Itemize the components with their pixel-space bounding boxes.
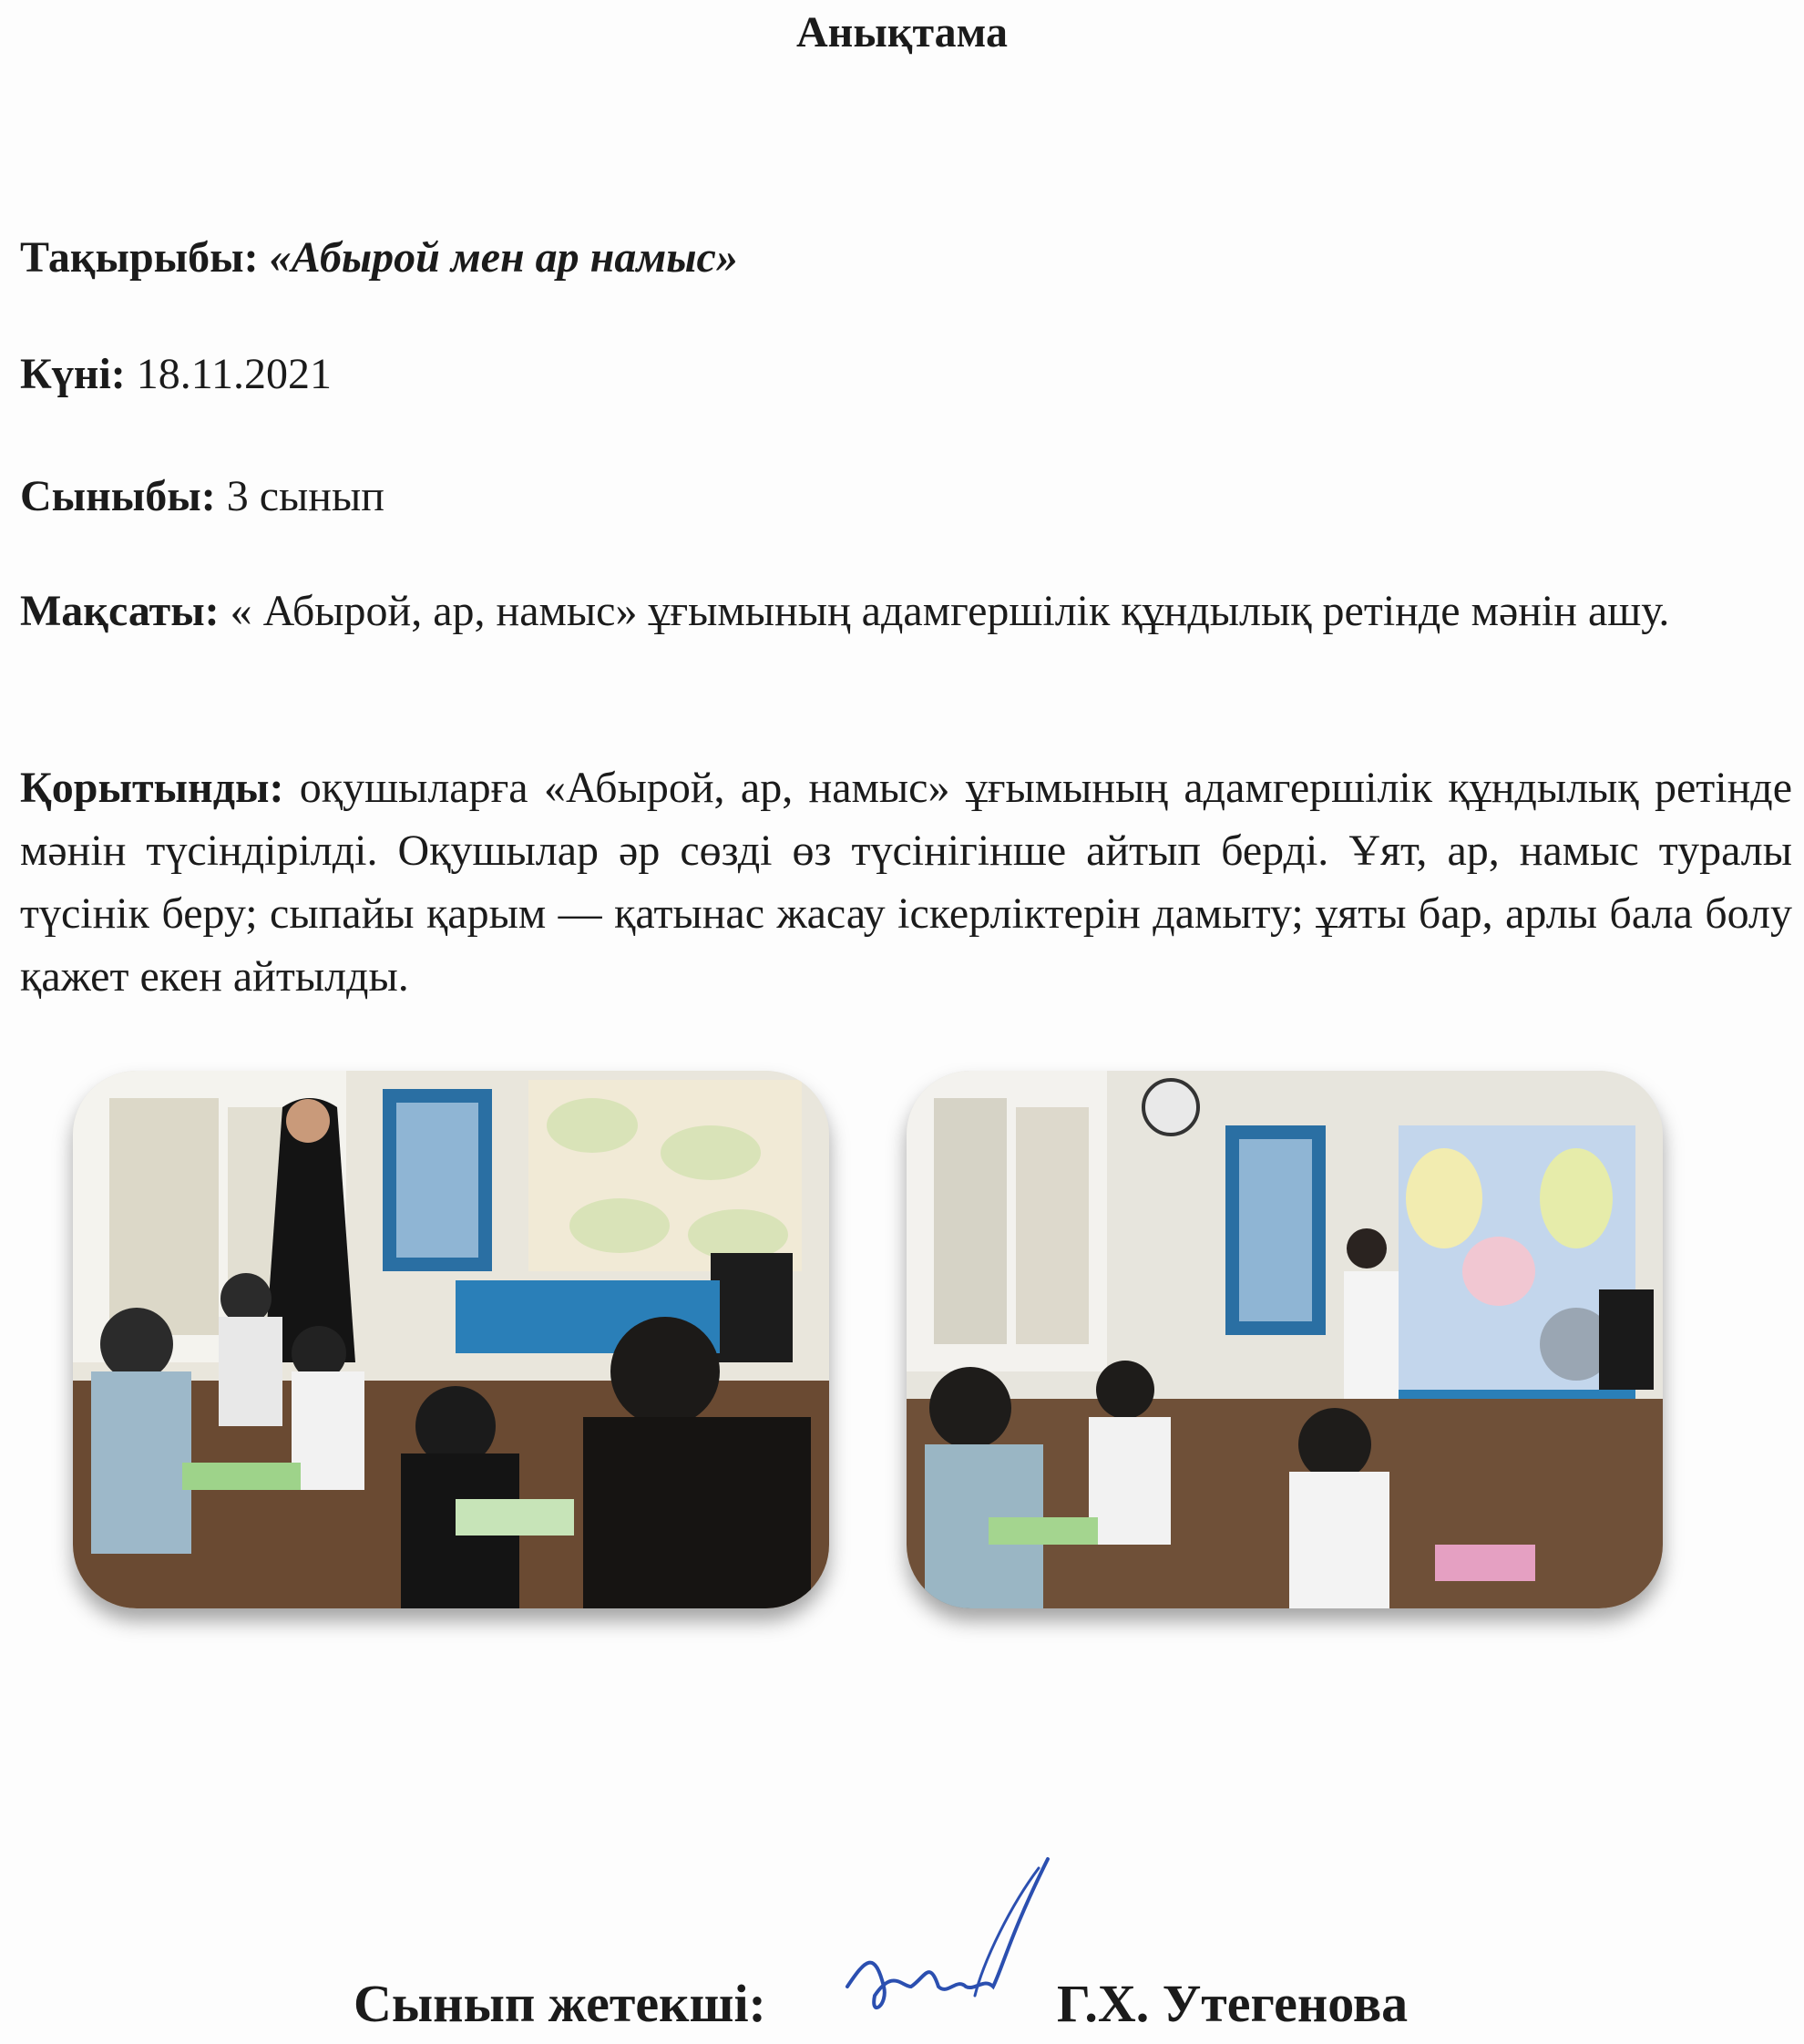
class-value: 3 сынып	[226, 472, 384, 520]
goal-paragraph	[20, 580, 1792, 642]
goal-value: « Абырой, ар, намыс» ұғымының адамгершілік құндылық ретінде мәнін ашу.	[230, 587, 1670, 635]
signature-label: Сынып жетекші:	[354, 1974, 766, 2033]
topic-line	[20, 228, 1792, 288]
date-line	[20, 344, 1792, 405]
class-line	[20, 467, 1792, 527]
conclusion-label: Қорытынды:	[20, 764, 284, 812]
conclusion-paragraph	[20, 756, 1792, 1008]
handwritten-signature-icon	[838, 1850, 1057, 2032]
date-label: Күні:	[20, 350, 126, 398]
date-value: 18.11.2021	[136, 350, 332, 398]
classroom-photo-teacher	[73, 1071, 829, 1608]
document-title: Анықтама	[796, 8, 1008, 56]
goal-label: Мақсаты:	[20, 587, 220, 635]
classroom-photo-student-at-board	[907, 1071, 1663, 1608]
topic-value: «Абырой мен ар намыс»	[269, 233, 738, 282]
signature-name: Г.Х. Утегенова	[1057, 1974, 1409, 2033]
class-label: Сыныбы:	[20, 472, 216, 520]
topic-label: Тақырыбы:	[20, 233, 259, 282]
conclusion-value: оқушыларға «Абырой, ар, намыс» ұғымының адамгершілік құндылық ретінде мәнін түсіндірілді. Оқушылар әр сөзді өз түсінігінше айтып берді. Ұят, ар, намыс туралы түсінік беру; сыпайы қарым — қатынас жасау іскерліктерін дамыту; ұяты бар, арлы бала болу қажет екен айтылды.	[20, 764, 1792, 1001]
